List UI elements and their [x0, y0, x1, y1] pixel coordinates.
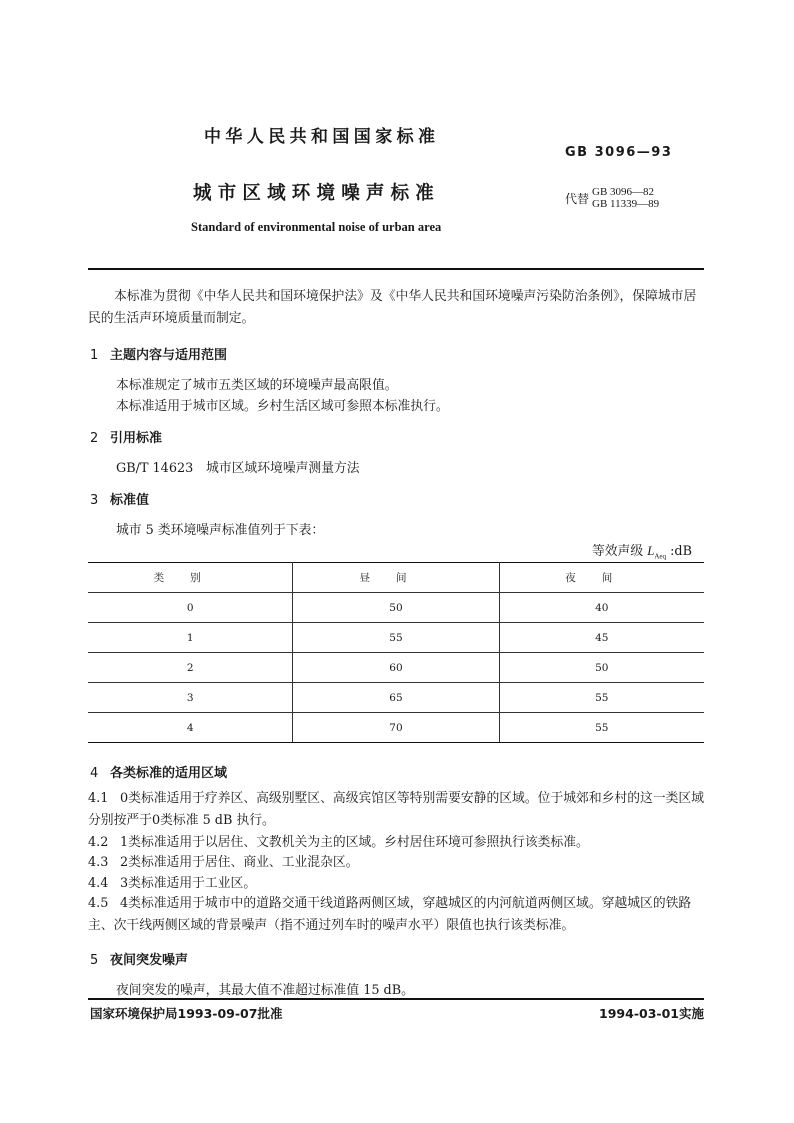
- table-row: [88, 593, 704, 623]
- section-title: 主题内容与适用范围: [110, 348, 228, 363]
- section-number: 1: [90, 348, 99, 363]
- table-cell: 50: [293, 593, 499, 623]
- table-cell: 40: [499, 593, 704, 623]
- clause-number: 4.3: [88, 855, 109, 870]
- table-row: [88, 623, 704, 653]
- clause-number: 4.2: [88, 835, 109, 850]
- replaces-item: GB 3096—82: [592, 186, 655, 198]
- section-number: 3: [90, 493, 99, 508]
- clause-4-3: [88, 852, 704, 874]
- table-unit: 等效声级 $L_{Aeq}$ :dB: [591, 544, 692, 561]
- clause-number: 4.1: [88, 791, 109, 806]
- table-cell: 0: [88, 593, 293, 623]
- effective-date: 1994-03-01实施: [599, 1006, 704, 1021]
- table-header-row: [88, 563, 704, 593]
- clause-text: 3类标准适用于工业区。: [120, 876, 257, 891]
- table-row: [88, 683, 704, 713]
- intro-paragraph: 本标准为贯彻《中华人民共和国环境保护法》及《中华人民共和国环境噪声污染防治条例》，保障城市居民的生活声环境质量而制定。: [88, 289, 697, 326]
- clause-text: 2类标准适用于居住、商业、工业混杂区。: [120, 855, 359, 870]
- document-title: 城市区域环境噪声标准: [193, 183, 441, 204]
- standard-code: GB 3096—93: [565, 145, 673, 160]
- section-title: 夜间突发噪声: [110, 953, 189, 968]
- clause-4-1: [88, 788, 704, 832]
- section-title: 各类标准的适用区域: [110, 766, 228, 781]
- clause-4-2: [88, 832, 704, 854]
- approval-date: 国家环境保护局1993-09-07批准: [90, 1006, 283, 1021]
- table-cell: 50: [499, 653, 704, 683]
- section-3-text: 城市 5 类环境噪声标准值列于下表：: [116, 523, 325, 538]
- section-2-heading: [90, 427, 162, 446]
- section-5-heading: [90, 949, 188, 968]
- clause-text: 1类标准适用于以居住、文教机关为主的区域。乡村居住环境可参照执行该类标准。: [120, 835, 589, 850]
- table-cell: 4: [88, 713, 293, 743]
- table-cell: 60: [293, 653, 499, 683]
- section-3-heading: [90, 489, 149, 508]
- clause-4-5: [88, 893, 704, 937]
- section-number: 4: [90, 766, 99, 781]
- clause-4-4: [88, 873, 704, 895]
- table-cell: 55: [499, 713, 704, 743]
- standard-type: 中华人民共和国国家标准: [204, 127, 440, 147]
- section-title: 引用标准: [110, 431, 163, 446]
- table-cell: 1: [88, 623, 293, 653]
- section-1-line: 本标准规定了城市五类区域的环境噪声最高限值。: [116, 378, 398, 393]
- column-header: 夜间: [499, 563, 704, 593]
- replaces-list: [592, 186, 659, 210]
- section-number: 5: [90, 953, 99, 968]
- footer-divider: [88, 998, 704, 1000]
- column-header: 昼间: [293, 563, 499, 593]
- section-1-line: 本标准适用于城市区域。乡村生活区域可参照本标准执行。: [116, 399, 449, 414]
- section-title: 标准值: [110, 493, 150, 508]
- clause-number: 4.5: [88, 896, 109, 911]
- english-title: Standard of environmental noise of urban area: [191, 220, 442, 234]
- column-header: 类别: [88, 563, 293, 593]
- reference-standard: GB/T 14623 城市区域环境噪声测量方法: [116, 461, 360, 476]
- section-number: 2: [90, 431, 99, 446]
- table-row: [88, 713, 704, 743]
- table-cell: 45: [499, 623, 704, 653]
- replaces-label: 代替: [565, 192, 590, 206]
- header-divider: [88, 268, 704, 270]
- table-cell: 65: [293, 683, 499, 713]
- table-cell: 55: [499, 683, 704, 713]
- table-row: [88, 653, 704, 683]
- section-5-text: 夜间突发的噪声，其最大值不准超过标准值 15 dB。: [116, 983, 414, 998]
- table-cell: 55: [293, 623, 499, 653]
- section-4-heading: [90, 762, 227, 781]
- section-1-heading: [90, 344, 227, 363]
- clause-text: 4类标准适用于城市中的道路交通干线道路两侧区域，穿越城区的内河航道两侧区域。穿越城区的铁路主、次干线两侧区域的背景噪声（指不通过列车时的噪声水平）限值也执行该类标准。: [88, 896, 692, 933]
- table-cell: 70: [293, 713, 499, 743]
- noise-standard-table: [88, 562, 704, 743]
- table-cell: 2: [88, 653, 293, 683]
- replaces-item: GB 11339—89: [592, 198, 660, 210]
- table-cell: 3: [88, 683, 293, 713]
- clause-number: 4.4: [88, 876, 109, 891]
- clause-text: 0类标准适用于疗养区、高级别墅区、高级宾馆区等特别需要安静的区域。位于城郊和乡村的这一类区域分别按严于0类标准 5 dB 执行。: [88, 791, 705, 828]
